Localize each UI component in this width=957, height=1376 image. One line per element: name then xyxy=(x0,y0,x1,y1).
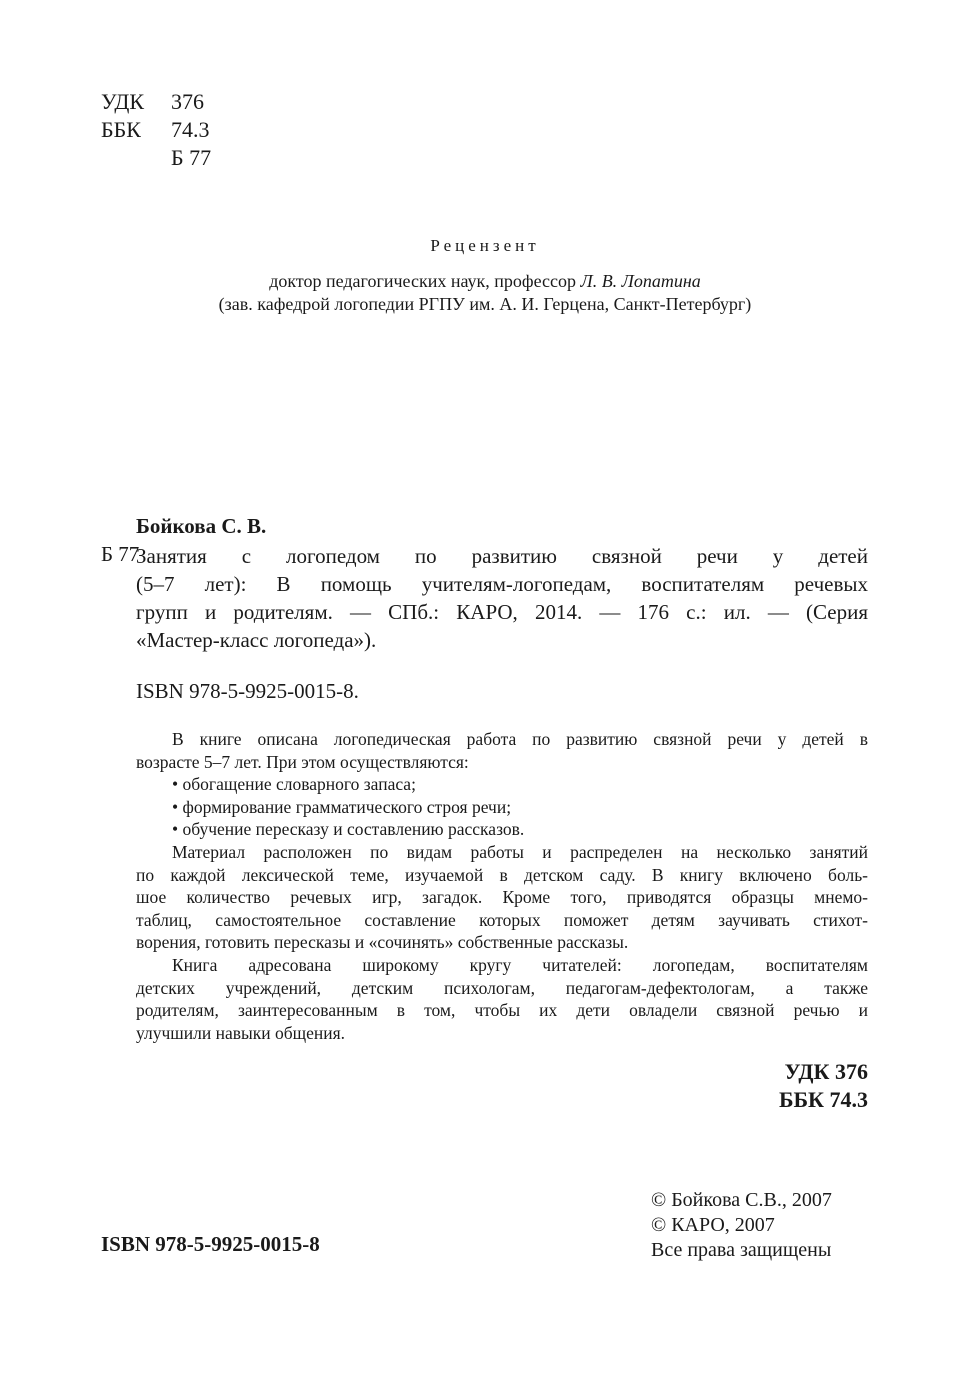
annotation-line: детских учреждений, детским психологам, педагогам-дефектологам, а также xyxy=(136,977,868,998)
classification-codes-bottom xyxy=(600,1058,868,1114)
copyright-author: © Бойкова С.В., 2007 xyxy=(651,1189,832,1211)
reviewer-name: Л. В. Лопатина xyxy=(580,271,701,291)
rights-reserved: Все права защищены xyxy=(651,1239,832,1261)
annotation-bullet: • формирование грамматического строя речи; xyxy=(172,796,512,817)
bbk-label: ББК xyxy=(101,117,141,142)
reviewer-credentials xyxy=(0,271,957,292)
annotation-line: по каждой лексической теме, изучаемой в детском саду. В книгу включено боль- xyxy=(136,864,868,885)
bbk-value: 74.3 xyxy=(171,117,210,142)
isbn-bottom: ISBN 978-5-9925-0015-8 xyxy=(101,1232,320,1256)
book-author: Бойкова С. В. xyxy=(136,514,267,538)
bibliography-line: (5–7 лет): В помощь учителям-логопедам, воспитателям речевых xyxy=(136,572,868,596)
bibliography-line: Занятия с логопедом по развитию связной речи у детей xyxy=(136,544,868,568)
udk-code-bold: УДК 376 xyxy=(784,1059,868,1084)
annotation-line: возрасте 5–7 лет. При этом осуществляются: xyxy=(136,751,469,772)
isbn-record: ISBN 978-5-9925-0015-8. xyxy=(136,679,359,703)
annotation xyxy=(136,728,868,1044)
annotation-line: улучшили навыки общения. xyxy=(136,1022,346,1043)
bbk-row xyxy=(101,116,211,144)
copyright-publisher: © КАРО, 2007 xyxy=(651,1214,775,1236)
copyright-block xyxy=(651,1188,832,1263)
annotation-line: ворения, готовить пересказы и «сочинять» собственные рассказы. xyxy=(136,932,629,953)
bibliography-line: «Мастер-класс логопеда»). xyxy=(136,628,377,652)
annotation-bullet: • обогащение словарного запаса; xyxy=(172,774,416,795)
udk-value: 376 xyxy=(171,89,204,114)
udk-row xyxy=(101,88,211,116)
author-mark: Б 77 xyxy=(171,145,212,170)
author-mark-row xyxy=(101,144,211,172)
bibliography-line: групп и родителям. — СПб.: КАРО, 2014. — 176 с.: ил. — (Серия xyxy=(136,600,868,624)
annotation-line: Книга адресована широкому кругу читателей: логопедам, воспитателям xyxy=(172,954,868,975)
annotation-line: Материал расположен по видам работы и распределен на несколько занятий xyxy=(172,841,868,862)
bbk-code-bold: ББК 74.3 xyxy=(778,1087,868,1112)
udk-label: УДК xyxy=(101,89,145,114)
annotation-line: таблиц, самостоятельное составление которых поможет детям заучивать стихот- xyxy=(136,909,868,930)
reviewer-affiliation: (зав. кафедрой логопедии РГПУ им. А. И. Герцена, Санкт-Петербург) xyxy=(218,294,752,314)
annotation-line: В книге описана логопедическая работа по развитию связной речи у детей в xyxy=(172,729,868,749)
reviewer-heading: Рецензент xyxy=(430,236,540,255)
bibliography-code: Б 77 xyxy=(101,542,140,566)
annotation-bullet: • обучение пересказу и составлению рассказов. xyxy=(172,819,525,840)
reviewer-title: доктор педагогических наук, профессор xyxy=(269,271,581,291)
classification-codes-top xyxy=(101,88,211,172)
annotation-line: шое количество речевых игр, загадок. Кроме того, приводятся образцы мнемо- xyxy=(136,887,868,908)
bibliography-description xyxy=(136,542,868,654)
annotation-line: родителям, заинтересованным в том, чтобы их дети овладели связной речью и xyxy=(136,1000,868,1021)
